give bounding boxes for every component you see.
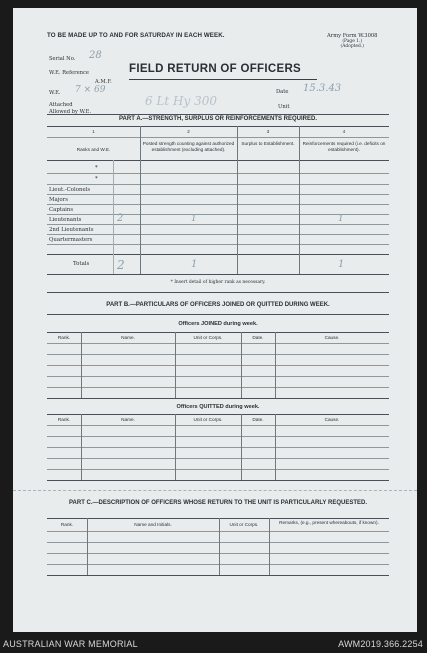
partc-col-remarks: Remarks, (e.g., present whereabouts, if known).	[279, 520, 379, 525]
attached-label: Attached	[49, 102, 73, 108]
quitted-col-cause: Cause.	[324, 417, 340, 422]
joined-col-name: Name.	[121, 335, 135, 340]
lieutenants-we-value: 2	[117, 213, 124, 224]
rank-captains: Captains	[49, 207, 74, 213]
quitted-col-unit: Unit or Corps.	[193, 417, 223, 422]
rank-majors: Majors	[49, 197, 68, 203]
title-underline	[129, 79, 317, 80]
amf-label: A.M.F.	[95, 79, 112, 85]
col-number-4: 4	[342, 129, 346, 134]
quitted-heading: Officers QUITTED during week.	[176, 404, 260, 410]
rank-lieut-colonels: Lieut.-Colonels	[49, 187, 91, 193]
col-header-posted: Posted strength counting against authorized establishment (excluding attached).	[142, 141, 235, 152]
lieutenants-posted-value: 1	[191, 214, 197, 224]
quitted-col-date: Date.	[252, 417, 264, 422]
caption-institution: AUSTRALIAN WAR MEMORIAL	[3, 639, 138, 649]
quitted-col-rank: Rank.	[57, 417, 71, 422]
joined-heading: Officers JOINED during week.	[178, 321, 258, 327]
form-number-block	[327, 33, 377, 49]
part-c-heading: PART C.—DESCRIPTION OF OFFICERS WHOSE RETURN TO THE UNIT IS PARTICULARLY REQUESTED.	[68, 500, 368, 506]
form-title: FIELD RETURN OF OFFICERS	[129, 63, 302, 75]
form-adopted: (Adopted.)	[340, 44, 364, 50]
part-a-heading: PART A.—STRENGTH, SURPLUS OR REINFORCEMENTS REQUIRED.	[118, 116, 317, 122]
col-header-surplus: Surplus to Establishment.	[241, 141, 295, 146]
form-number: Army Form W.3008	[327, 33, 378, 39]
form-page: (Page 1.)	[342, 39, 363, 44]
joined-col-rank: Rank.	[57, 335, 71, 340]
rank-row-star-1: *	[95, 165, 98, 171]
joined-col-cause: Cause.	[324, 335, 340, 340]
serial-value: 28	[89, 50, 102, 61]
partc-col-unit: Unit or Corps.	[229, 522, 259, 527]
part-b-heading: PART B.—PARTICULARS OF OFFICERS JOINED OR QUITTED DURING WEEK.	[106, 302, 330, 308]
date-label: Date	[276, 89, 289, 95]
rank-row-star-2: *	[95, 176, 98, 182]
col-header-ranks: Ranks and W.E.	[76, 147, 111, 152]
unit-label: Unit	[278, 104, 290, 110]
col-number-1: 1	[92, 129, 95, 134]
we-value: 7 × 69	[75, 85, 106, 95]
totals-label: Totals	[73, 261, 90, 267]
col-header-reinforcements: Reinforcements required (i.e. deficits on establishment).	[302, 141, 386, 152]
totals-we-value: 2	[117, 258, 125, 272]
we-label: W.E.	[49, 90, 61, 96]
joined-col-date: Date.	[252, 335, 264, 340]
caption-accession-number: AWM2019.366.2254	[338, 639, 423, 649]
rank-2nd-lieutenants: 2nd Lieutenants	[49, 227, 94, 233]
partc-col-rank: Rank.	[60, 522, 74, 527]
serial-label: Serial No.	[49, 56, 76, 62]
allowed-label: Allowed by W.E.	[49, 109, 92, 115]
col-number-2: 2	[187, 129, 190, 134]
form-sheet	[13, 8, 417, 632]
col-number-3: 3	[266, 129, 270, 134]
rank-lieutenants: Lieutenants	[49, 217, 82, 223]
joined-col-unit: Unit or Corps.	[193, 335, 223, 340]
totals-reinf-value: 1	[338, 259, 345, 270]
lieutenants-reinf-value: 1	[338, 214, 344, 224]
quitted-col-name: Name.	[121, 417, 135, 422]
totals-posted-value: 1	[191, 259, 198, 270]
unit-value: 6 Lt Hy 300	[145, 94, 218, 108]
instruction-text: TO BE MADE UP TO AND FOR SATURDAY IN EACH WEEK.	[47, 32, 225, 39]
part-a-footnote: * Insert detail of higher rank as necessary.	[170, 280, 266, 285]
date-value: 15.3.43	[303, 83, 342, 94]
we-reference-label: W.E. Reference	[49, 70, 89, 76]
rank-quartermasters: Quartermasters	[49, 237, 93, 243]
partc-col-name: Name and Initials.	[134, 522, 172, 527]
